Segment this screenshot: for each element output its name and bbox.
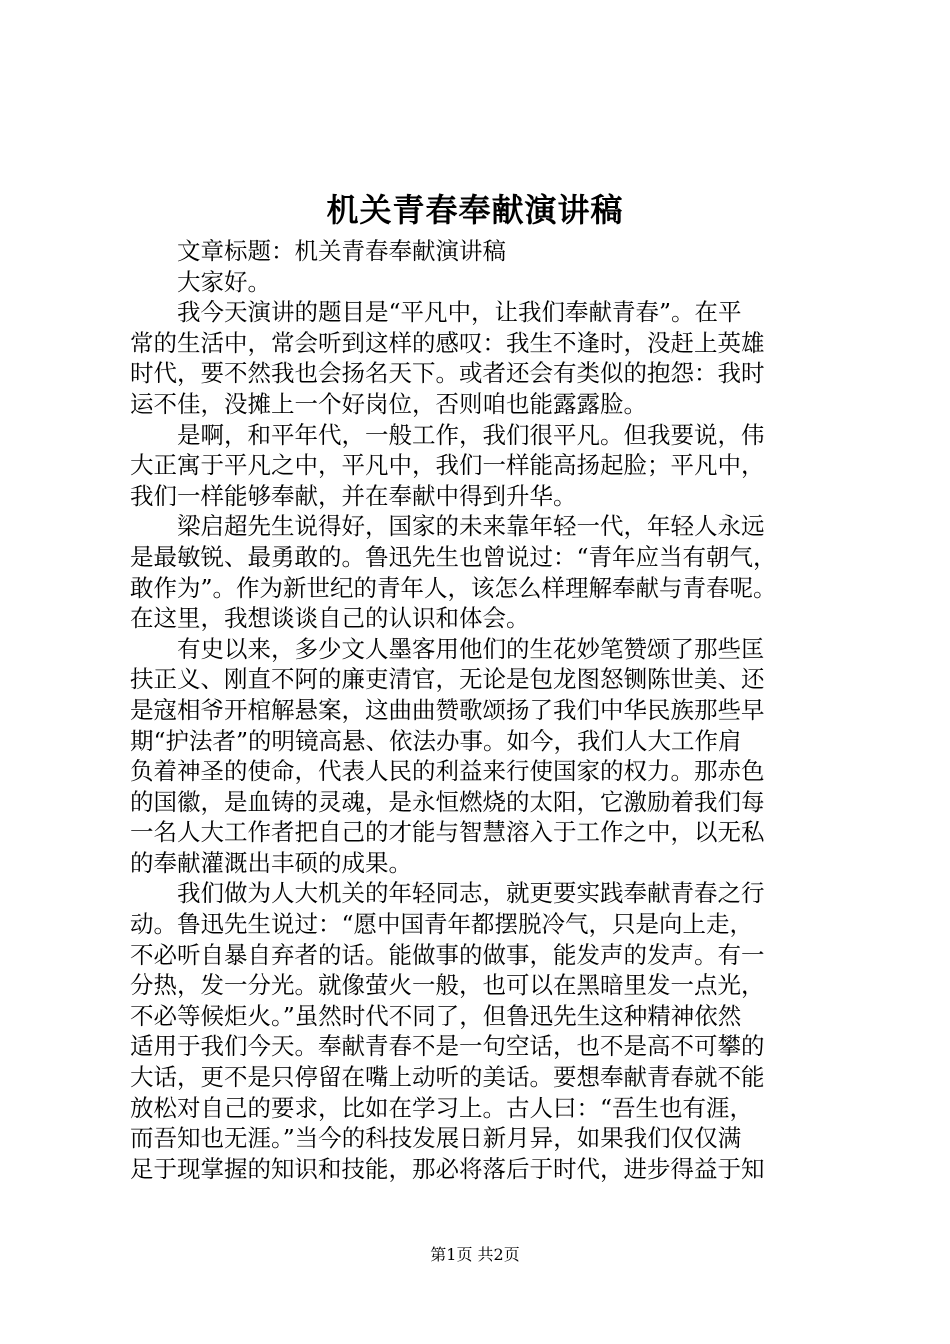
document-body bbox=[130, 236, 830, 1184]
text-line: 我们一样能够奉献，并在奉献中得到升华。 bbox=[130, 481, 577, 510]
text-line: 适用于我们今天。奉献青春不是一句空话，也不是高不可攀的 bbox=[130, 1032, 765, 1061]
document-title: 机关青春奉献演讲稿 bbox=[326, 191, 624, 229]
text-line: 分热，发一分光。就像萤火一般，也可以在黑暗里发一点光， bbox=[130, 971, 765, 1000]
text-line: 我今天演讲的题目是“平凡中，让我们奉献青春”。在平 bbox=[177, 298, 742, 327]
text-line: 不必听自暴自弃者的话。能做事的做事，能发声的发声。有一 bbox=[130, 940, 765, 969]
text-line: 一名人大工作者把自己的才能与智慧溶入于工作之中，以无私 bbox=[130, 818, 765, 847]
text-line: 负着神圣的使命，代表人民的利益来行使国家的权力。那赤色 bbox=[130, 757, 765, 786]
text-line: 扶正义、刚直不阿的廉吏清官，无论是包龙图怒铡陈世美、还 bbox=[130, 665, 765, 694]
text-line: 有史以来，多少文人墨客用他们的生花妙笔赞颂了那些匡 bbox=[177, 634, 765, 663]
text-line: 时代，要不然我也会扬名天下。或者还会有类似的抱怨：我时 bbox=[130, 359, 765, 388]
text-line: 的奉献灌溉出丰硕的成果。 bbox=[130, 848, 412, 877]
text-line: 期“护法者”的明镜高悬、依法办事。如今，我们人大工作肩 bbox=[130, 726, 742, 755]
text-line: 敢作为”。作为新世纪的青年人，该怎么样理解奉献与青春呢。 bbox=[130, 573, 777, 602]
text-line: 放松对自己的要求，比如在学习上。古人曰：“吾生也有涯， bbox=[130, 1093, 754, 1122]
text-line: 而吾知也无涯。”当今的科技发展日新月异，如果我们仅仅满 bbox=[130, 1124, 742, 1153]
text-line: 大家好。 bbox=[177, 267, 271, 296]
text-line: 梁启超先生说得好，国家的未来靠年轻一代，年轻人永远 bbox=[177, 512, 765, 541]
page-footer: 第1页 共2页 bbox=[430, 1245, 520, 1264]
text-line: 大话，更不是只停留在嘴上动听的美话。要想奉献青春就不能 bbox=[130, 1063, 765, 1092]
text-line: 是啊，和平年代，一般工作，我们很平凡。但我要说，伟 bbox=[177, 420, 765, 449]
text-line: 大正寓于平凡之中，平凡中，我们一样能高扬起脸；平凡中， bbox=[130, 451, 765, 480]
text-line: 是最敏锐、最勇敢的。鲁迅先生也曾说过：“青年应当有朝气， bbox=[130, 542, 777, 571]
text-line: 是寇相爷开棺解悬案，这曲曲赞歌颂扬了我们中华民族那些早 bbox=[130, 695, 765, 724]
text-line: 动。鲁迅先生说过：“愿中国青年都摆脱冷气，只是向上走， bbox=[130, 910, 754, 939]
text-line: 运不佳，没摊上一个好岗位，否则咱也能露露脸。 bbox=[130, 389, 647, 418]
text-line: 在这里，我想谈谈自己的认识和体会。 bbox=[130, 604, 530, 633]
text-line: 不必等候炬火。”虽然时代不同了，但鲁迅先生这种精神依然 bbox=[130, 1001, 742, 1030]
text-line: 文章标题：机关青春奉献演讲稿 bbox=[177, 237, 506, 265]
text-line: 我们做为人大机关的年轻同志，就更要实践奉献青春之行 bbox=[177, 879, 765, 908]
text-line: 的国徽，是血铸的灵魂，是永恒燃烧的太阳，它激励着我们每 bbox=[130, 787, 765, 816]
text-line: 常的生活中，常会听到这样的感叹：我生不逢时，没赶上英雄 bbox=[130, 328, 765, 357]
text-line: 足于现掌握的知识和技能，那必将落后于时代，进步得益于知 bbox=[130, 1154, 765, 1183]
